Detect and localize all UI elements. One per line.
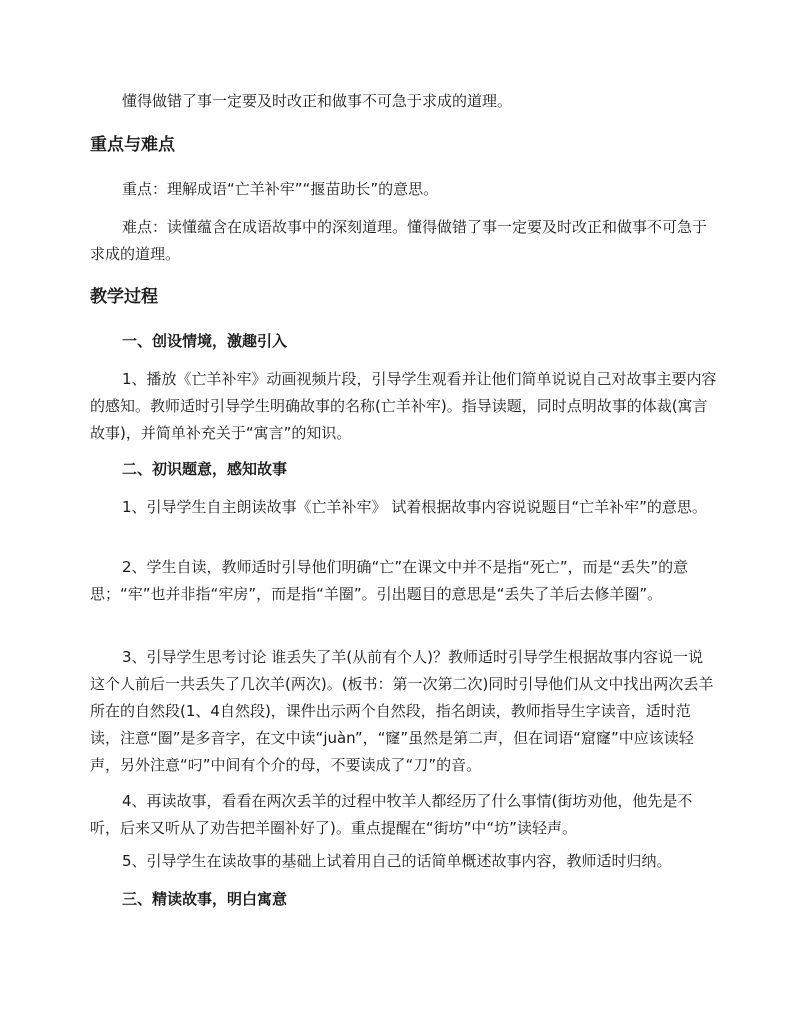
step2-item3-paragraph: 3、引导学生思考讨论 谁丢失了羊(从前有个人)？教师适时引导学生根据故事内容说一说这个人前后一共丢失了几次羊(两次)。(板书：第一次第二次)同时引导他们从文中找出两次丢羊所在的自然段(1、4自然段)，课件出示两个自然段，指名朗读，教师指导生字读音，适时范读，注意“圈”是多音字，在文中读“juàn”，“窿”虽然是第二声，但在词语“窟窿”中应该读轻声，另外注意“叼”中间有个介的母，不要读成了“刀”的音。 [90, 648, 714, 774]
section-heading-key-points: 重点与难点 [90, 135, 175, 155]
step2-item1-paragraph: 1、引导学生自主朗读故事《亡羊补牢》 试着根据故事内容说说题目“亡羊补牢”的意思。 [122, 498, 707, 516]
step2-item4-paragraph: 4、再读故事，看看在两次丢羊的过程中牧羊人都经历了什么事情(街坊劝他，他先是不听，后来又听从了劝告把羊圈补好了)。重点提醒在“街坊”中“坊”读轻声。 [90, 792, 693, 837]
goal-paragraph: 懂得做错了事一定要及时改正和做事不可急于求成的道理。 [122, 92, 513, 110]
step1-item1-paragraph: 1、播放《亡羊补牢》动画视频片段，引导学生观看并让他们简单说说自己对故事主要内容的感知。教师适时引导学生明确故事的名称(亡羊补牢)。指导读题，同时点明故事的体裁(寓言故事)，并简单补充关于“寓言”的知识。 [90, 370, 717, 442]
step2-item5-paragraph: 5、引导学生在读故事的基础上试着用自己的话简单概述故事内容，教师适时归纳。 [122, 852, 672, 870]
step-heading-3: 三、精读故事，明白寓意 [122, 890, 288, 908]
key-point-paragraph: 重点：理解成语“亡羊补牢”“揠苗助长”的意思。 [122, 180, 439, 198]
step-heading-1: 一、创设情境，激趣引入 [122, 332, 288, 350]
difficulty-paragraph: 难点：读懂蕴含在成语故事中的深刻道理。懂得做错了事一定要及时改正和做事不可急于求成的道理。 [90, 218, 708, 263]
step-heading-2: 二、初识题意，感知故事 [122, 460, 288, 478]
section-heading-teaching-process: 教学过程 [90, 287, 158, 307]
step2-item2-paragraph: 2、学生自读，教师适时引导他们明确“亡”在课文中并不是指“死亡”，而是“丢失”的意思；“牢”也并非指“牢房”，而是指“羊圈”。引出题目的意思是“丢失了羊后去修羊圈”。 [90, 558, 689, 603]
